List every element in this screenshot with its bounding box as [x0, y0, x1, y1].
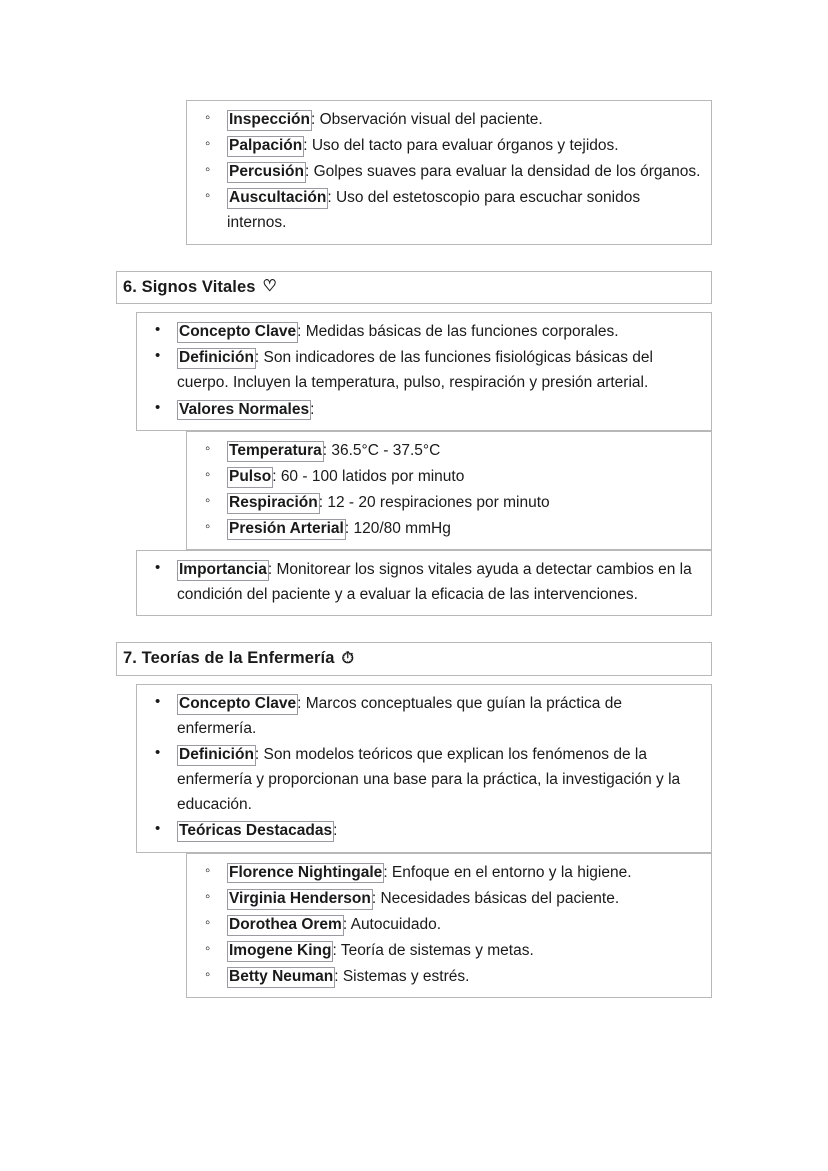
list-item [195, 490, 703, 515]
valores-normales-group [186, 431, 712, 550]
list-item [145, 818, 703, 843]
teorias-main-group [136, 684, 712, 853]
page-top-margin [0, 0, 828, 100]
list-item [145, 319, 703, 344]
stopwatch-icon: ⏱ [341, 649, 354, 667]
heart-outline-icon: ♡ [262, 277, 277, 295]
term-label: Concepto Clave [177, 322, 298, 343]
term-description: : Necesidades básicas del paciente. [371, 889, 620, 907]
list-item [195, 912, 703, 937]
term-description: : Enfoque en el entorno y la higiene. [383, 863, 632, 881]
list-item [195, 860, 703, 885]
examination-methods-group [186, 100, 712, 245]
list-item [195, 886, 703, 911]
term-label: Teóricas Destacadas [177, 821, 334, 842]
term-description: : Observación visual del paciente. [310, 111, 543, 128]
term-description: : Golpes suaves para evaluar la densidad de los órganos. [304, 163, 701, 181]
list-item [145, 742, 703, 817]
list-item [145, 557, 703, 607]
term-description: : 12 - 20 respiraciones por minuto [318, 493, 550, 511]
list-item [195, 516, 703, 541]
term-description: : [310, 400, 315, 418]
term-label: Definición [177, 745, 256, 766]
list-item [145, 397, 703, 422]
list-item [145, 345, 703, 395]
list-item [195, 159, 703, 184]
term-description: : Teoría de sistemas y metas. [332, 941, 534, 959]
term-description: : Sistemas y estrés. [334, 967, 470, 985]
section-heading-teorias-enfermeria [116, 642, 712, 676]
list-item [145, 691, 703, 741]
importancia-group [136, 550, 712, 616]
list-item [195, 438, 703, 463]
term-label: Concepto Clave [177, 694, 298, 715]
term-description: : Medidas básicas de las funciones corporales. [297, 323, 619, 341]
term-label: Presión Arterial [227, 519, 346, 540]
list-item [195, 133, 703, 158]
term-label: Importancia [177, 560, 269, 581]
term-description: : Autocuidado. [342, 915, 442, 933]
term-description: : Son modelos teóricos que explican los fenómenos de la enfermería y proporcionan una base para la práctica, la investigación y la educación. [177, 746, 681, 814]
heading-spacer [0, 304, 828, 312]
list-item [195, 938, 703, 963]
term-label: Auscultación [227, 188, 328, 209]
term-label: Temperatura [227, 441, 324, 462]
list-item [195, 964, 703, 989]
list-item [195, 107, 703, 132]
term-label: Dorothea Orem [227, 915, 344, 936]
list-item [195, 185, 703, 235]
term-description: : [333, 822, 338, 840]
term-label: Virginia Henderson [227, 889, 373, 910]
section-title: 7. Teorías de la Enfermería [123, 649, 335, 668]
term-label: Florence Nightingale [227, 863, 384, 884]
term-description: : Monitorear los signos vitales ayuda a detectar cambios en la condición del paciente y a evaluar la eficacia de las intervenciones. [177, 561, 692, 604]
term-label: Pulso [227, 467, 273, 488]
term-label: Imogene King [227, 941, 333, 962]
section-heading-signos-vitales [116, 271, 712, 305]
term-description: : 60 - 100 latidos por minuto [272, 467, 465, 485]
term-label: Percusión [227, 162, 306, 183]
section-title: 6. Signos Vitales [123, 277, 256, 296]
term-label: Valores Normales [177, 400, 311, 421]
teoricas-destacadas-group [186, 853, 712, 999]
term-label: Inspección [227, 110, 312, 131]
term-description: : Marcos conceptuales que guían la práctica de enfermería. [177, 694, 622, 737]
heading-spacer [0, 676, 828, 684]
term-description: : Son indicadores de las funciones fisiológicas básicas del cuerpo. Incluyen la temperatura, pulso, respiración y presión arterial. [177, 349, 653, 392]
list-item [195, 464, 703, 489]
term-label: Respiración [227, 493, 320, 514]
signos-vitales-main-group [136, 312, 712, 430]
section-spacer [0, 245, 828, 271]
term-label: Betty Neuman [227, 967, 335, 988]
term-label: Definición [177, 348, 256, 369]
term-label: Palpación [227, 136, 304, 157]
term-description: : Uso del tacto para evaluar órganos y tejidos. [303, 137, 619, 155]
term-description: : Uso del estetoscopio para escuchar sonidos internos. [227, 189, 641, 232]
section-spacer [0, 616, 828, 642]
term-description: : 36.5°C - 37.5°C [322, 441, 441, 459]
term-description: : 120/80 mmHg [344, 519, 451, 537]
